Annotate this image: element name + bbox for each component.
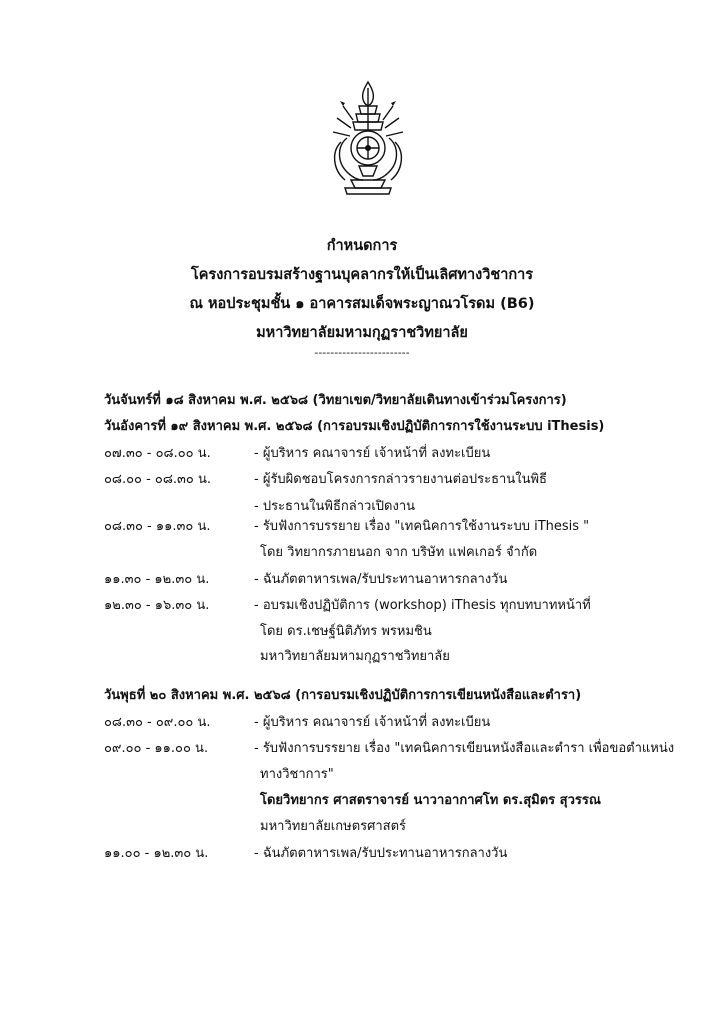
row-desc: - ผู้บริหาร คณาจารย์ เจ้าหน้าที่ ลงทะเบียน	[254, 446, 491, 461]
row-time: ๐๙.๐๐ - ๑๑.๐๐ น.	[104, 741, 209, 756]
row-time: ๐๘.๓๐ - ๑๑.๓๐ น.	[104, 519, 211, 534]
university-seal-icon	[323, 80, 413, 198]
row-desc: - ฉันภัตตาหารเพล/รับประทานอาหารกลางวัน	[254, 846, 508, 861]
day-heading-wednesday: วันพุธที่ ๒๐ สิงหาคม พ.ศ. ๒๕๖๘ (การอบรมเชิงปฏิบัติการการเขียนหนังสือและตำรา)	[104, 688, 582, 703]
row-desc: - ผู้รับผิดชอบโครงการกล่าวรายงานต่อประธานในพิธี	[254, 472, 547, 487]
row-desc: ทางวิชาการ"	[260, 767, 334, 782]
project-name: โครงการอบรมสร้างฐานบุคลากรให้เป็นเลิศทางวิชาการ	[190, 267, 534, 283]
row-desc: - รับฟังการบรรยาย เรื่อง "เทคนิคการเขียนหนังสือและตำรา เพื่อขอตำแหน่ง	[254, 741, 675, 756]
row-time: ๐๗.๓๐ - ๐๘.๐๐ น.	[104, 446, 211, 461]
day-heading-monday: วันจันทร์ที่ ๑๘ สิงหาคม พ.ศ. ๒๕๖๘ (วิทยาเขต/วิทยาลัยเดินทางเข้าร่วมโครงการ)	[104, 393, 567, 408]
row-time: ๑๑.๐๐ - ๑๒.๓๐ น.	[104, 846, 209, 861]
page-title: กำหนดการ	[326, 238, 398, 254]
venue: ณ หอประชุมชั้น ๑ อาคารสมเด็จพระญาณวโรดม (B6)	[189, 296, 535, 312]
row-desc-speaker: โดยวิทยากร ศาสตราจารย์ นาวาอากาศโท ดร.สุมิตร สุวรรณ	[260, 793, 601, 808]
row-desc: - ฉันภัตตาหารเพล/รับประทานอาหารกลางวัน	[254, 572, 508, 587]
row-time: ๐๘.๐๐ - ๐๘.๓๐ น.	[104, 472, 211, 487]
row-desc: - ประธานในพิธีกล่าวเปิดงาน	[254, 499, 416, 514]
row-desc: - อบรมเชิงปฏิบัติการ (workshop) iThesis ทุกบทบาทหน้าที่	[254, 598, 591, 613]
row-desc: โดย ดร.เชษฐ์นิติภัทร พรหมชิน	[260, 624, 432, 639]
title-divider: ------------------------	[314, 346, 410, 359]
day-heading-tuesday: วันอังคารที่ ๑๙ สิงหาคม พ.ศ. ๒๕๖๘ (การอบรมเชิงปฏิบัติการการใช้งานระบบ iThesis)	[104, 419, 605, 434]
row-time: ๑๑.๓๐ - ๑๒.๓๐ น.	[104, 572, 210, 587]
row-desc: มหาวิทยาลัยเกษตรศาสตร์	[260, 819, 407, 834]
row-time: ๐๘.๓๐ - ๐๙.๐๐ น.	[104, 715, 211, 730]
university-name: มหาวิทยาลัยมหามกุฏราชวิทยาลัย	[256, 325, 468, 341]
row-desc: มหาวิทยาลัยมหามกุฏราชวิทยาลัย	[260, 649, 450, 664]
row-time: ๑๒.๓๐ - ๑๖.๓๐ น.	[104, 598, 210, 613]
row-desc: - ผู้บริหาร คณาจารย์ เจ้าหน้าที่ ลงทะเบียน	[254, 715, 491, 730]
row-desc: - รับฟังการบรรยาย เรื่อง "เทคนิคการใช้งานระบบ iThesis "	[254, 519, 590, 534]
title-block	[0, 232, 724, 358]
row-desc: โดย วิทยากรภายนอก จาก บริษัท แฟคเกอร์ จำกัด	[260, 545, 538, 560]
